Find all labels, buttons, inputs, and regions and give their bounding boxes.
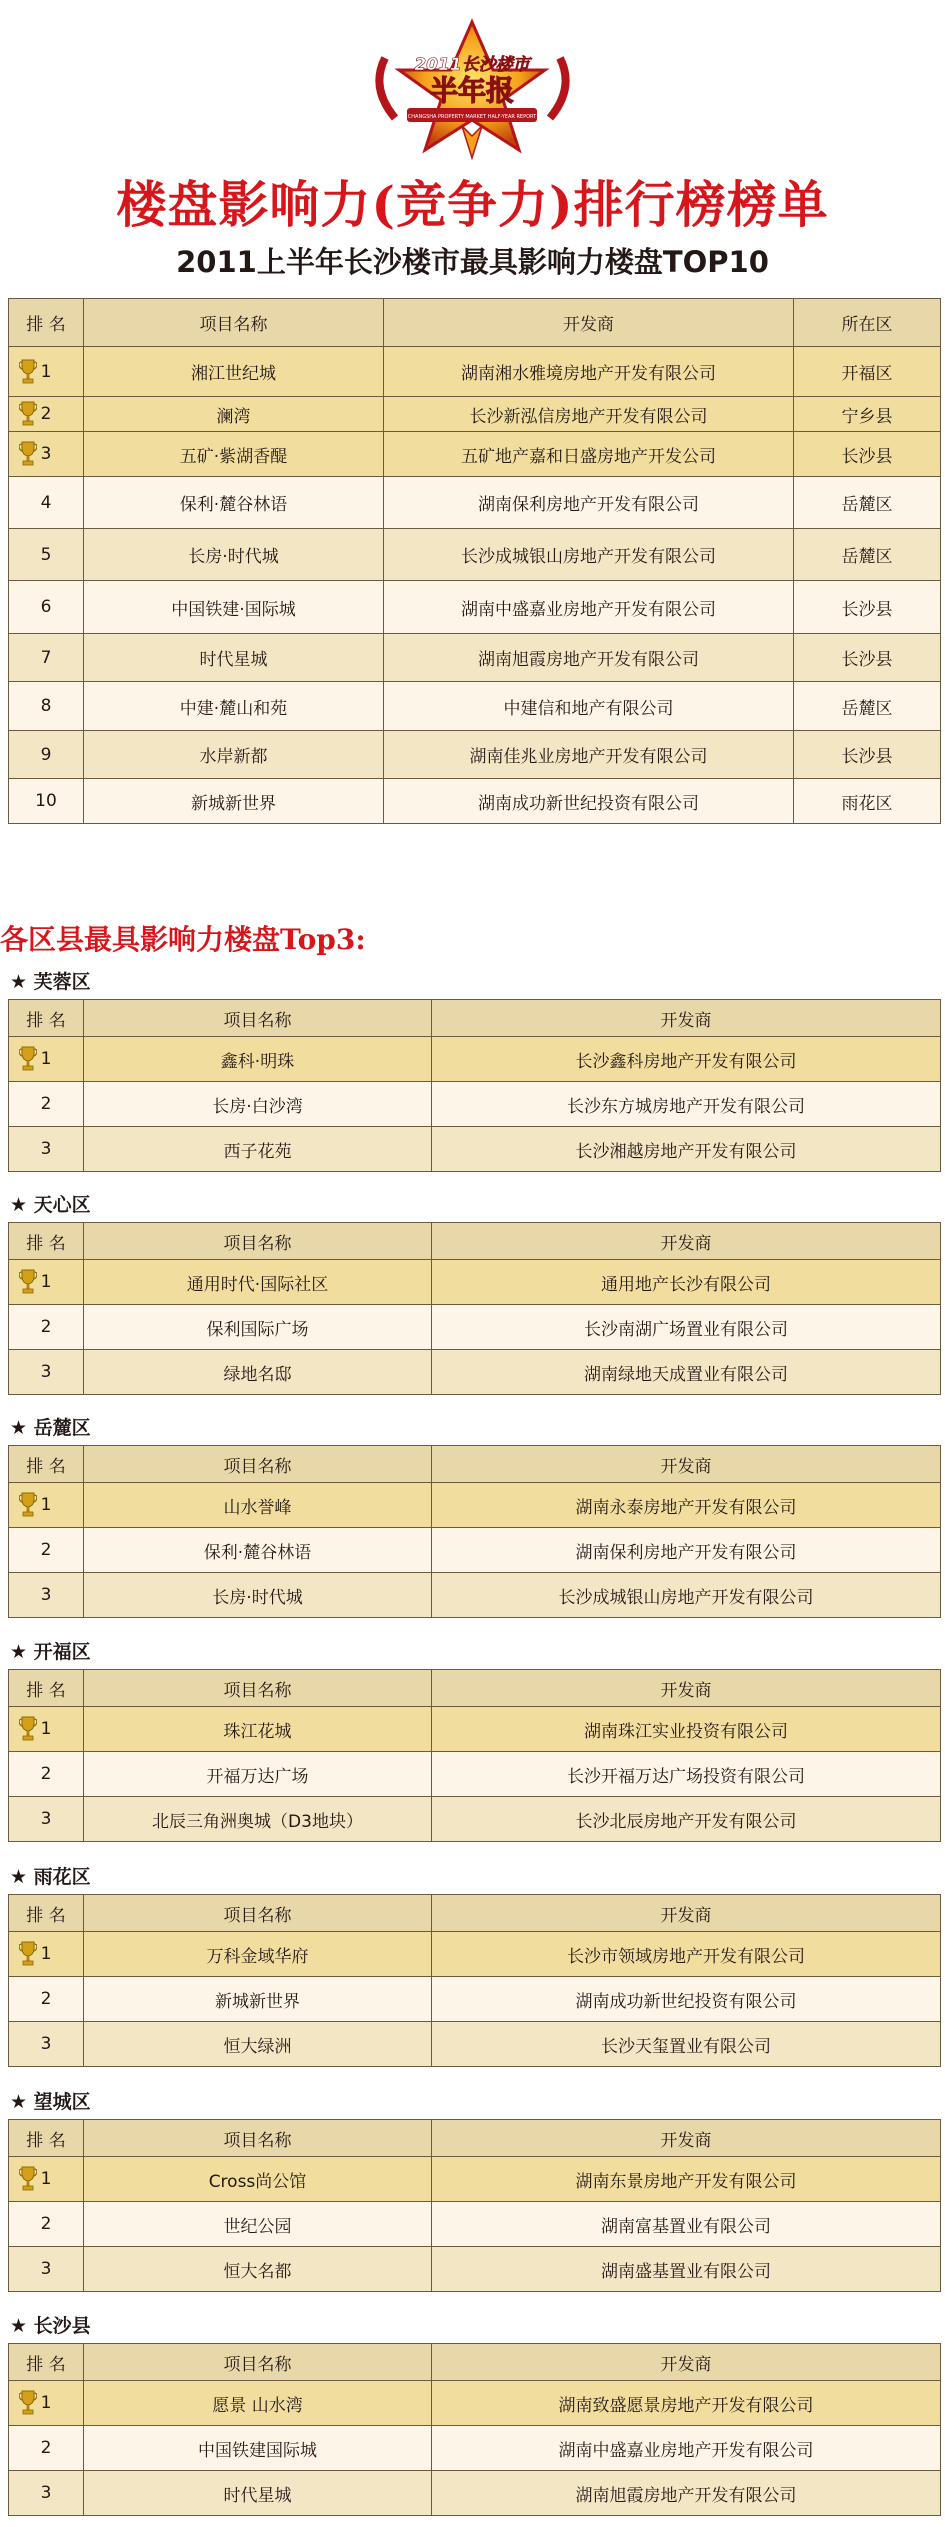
developer-cell: 湖南成功新世纪投资有限公司 bbox=[432, 1977, 941, 2022]
developer-cell: 湖南致盛愿景房地产开发有限公司 bbox=[432, 2381, 941, 2426]
district-table bbox=[8, 2119, 941, 2292]
district-block bbox=[8, 2087, 940, 2292]
page-title: 楼盘影响力(竞争力)排行榜榜单 bbox=[116, 175, 829, 234]
rank-cell bbox=[9, 1573, 84, 1618]
header-developer: 开发商 bbox=[384, 299, 794, 347]
district-name: ★ 雨花区 bbox=[10, 1866, 91, 1888]
rank-number: 3 bbox=[40, 1585, 52, 1605]
table-row bbox=[9, 1573, 941, 1618]
rank-cell bbox=[9, 397, 84, 432]
rank-cell bbox=[9, 581, 84, 634]
trophy-icon bbox=[19, 400, 37, 426]
table-row bbox=[9, 1977, 941, 2022]
logo-ribbon-text: CHANGSHA PROPERTY MARKET HALF-YEAR REPORT bbox=[407, 114, 537, 120]
rank-cell bbox=[9, 1707, 84, 1752]
logo-year-text: 2011长沙楼市 bbox=[414, 55, 530, 75]
rank-cell bbox=[9, 2202, 84, 2247]
rank-cell bbox=[9, 2471, 84, 2516]
rank-number: 9 bbox=[40, 744, 52, 765]
district-table bbox=[8, 1894, 941, 2067]
table-header-row bbox=[9, 1446, 941, 1483]
developer-cell: 湖南旭霞房地产开发有限公司 bbox=[432, 2471, 941, 2516]
project-name-cell: 长房·时代城 bbox=[84, 1573, 432, 1618]
district-section-heading: 各区县最具影响力楼盘Top3: bbox=[0, 923, 366, 956]
district-cell: 长沙县 bbox=[794, 432, 941, 477]
district-cell: 岳麓区 bbox=[794, 682, 941, 731]
table-row bbox=[9, 1932, 941, 1977]
table-row bbox=[9, 347, 941, 397]
rank-cell bbox=[9, 2157, 84, 2202]
rank-cell bbox=[9, 1797, 84, 1842]
rank-number: 1 bbox=[40, 1495, 52, 1515]
header-project-name: 项目名称 bbox=[84, 1446, 432, 1483]
rank-cell bbox=[9, 2426, 84, 2471]
developer-cell: 通用地产长沙有限公司 bbox=[432, 1260, 941, 1305]
rank-cell bbox=[9, 477, 84, 529]
header-developer: 开发商 bbox=[432, 1000, 941, 1037]
table-header-row bbox=[9, 1000, 941, 1037]
district-cell: 长沙县 bbox=[794, 731, 941, 779]
rank-cell bbox=[9, 1082, 84, 1127]
rank-number: 3 bbox=[40, 2483, 52, 2503]
project-name-cell: 万科金域华府 bbox=[84, 1932, 432, 1977]
trophy-icon bbox=[19, 2165, 37, 2191]
rank-number: 2 bbox=[40, 2438, 52, 2458]
rank-number: 3 bbox=[40, 1362, 52, 1382]
rank-cell bbox=[9, 347, 84, 397]
rank-number: 10 bbox=[35, 791, 57, 811]
header-project-name: 项目名称 bbox=[84, 1895, 432, 1932]
project-name-cell: 鑫科·明珠 bbox=[84, 1037, 432, 1082]
developer-cell: 湖南盛基置业有限公司 bbox=[432, 2247, 941, 2292]
project-name-cell: 湘江世纪城 bbox=[84, 347, 384, 397]
rank-number: 2 bbox=[40, 1989, 52, 2009]
developer-cell: 湖南中盛嘉业房地产开发有限公司 bbox=[384, 581, 794, 634]
table-row bbox=[9, 1350, 941, 1395]
project-name-cell: 开福万达广场 bbox=[84, 1752, 432, 1797]
developer-cell: 湖南湘水雅境房地产开发有限公司 bbox=[384, 347, 794, 397]
project-name-cell: 时代星城 bbox=[84, 2471, 432, 2516]
rank-cell bbox=[9, 1037, 84, 1082]
district-name: ★ 天心区 bbox=[10, 1194, 91, 1216]
table-row bbox=[9, 1797, 941, 1842]
header-rank: 排 名 bbox=[9, 1670, 84, 1707]
table-row bbox=[9, 2426, 941, 2471]
table-header-row bbox=[9, 2344, 941, 2381]
rank-number: 4 bbox=[40, 492, 52, 513]
rank-cell bbox=[9, 1752, 84, 1797]
project-name-cell: 珠江花城 bbox=[84, 1707, 432, 1752]
table-row bbox=[9, 581, 941, 634]
project-name-cell: 新城新世界 bbox=[84, 1977, 432, 2022]
project-name-cell: 保利·麓谷林语 bbox=[84, 477, 384, 529]
rank-cell bbox=[9, 1977, 84, 2022]
district-block bbox=[8, 967, 940, 1172]
header-rank: 排 名 bbox=[9, 2344, 84, 2381]
developer-cell: 长沙市领域房地产开发有限公司 bbox=[432, 1932, 941, 1977]
table-row bbox=[9, 1127, 941, 1172]
rank-cell bbox=[9, 731, 84, 779]
header-rank: 排 名 bbox=[9, 1000, 84, 1037]
developer-cell: 长沙开福万达广场投资有限公司 bbox=[432, 1752, 941, 1797]
developer-cell: 湖南珠江实业投资有限公司 bbox=[432, 1707, 941, 1752]
header-developer: 开发商 bbox=[432, 1895, 941, 1932]
table-row bbox=[9, 2247, 941, 2292]
table-row bbox=[9, 779, 941, 824]
header-district: 所在区 bbox=[794, 299, 941, 347]
rank-number: 2 bbox=[40, 1317, 52, 1337]
header-project-name: 项目名称 bbox=[84, 2120, 432, 2157]
trophy-icon bbox=[19, 1940, 37, 1966]
project-name-cell: 时代星城 bbox=[84, 634, 384, 682]
developer-cell: 长沙新泓信房地产开发有限公司 bbox=[384, 397, 794, 432]
rank-number: 2 bbox=[40, 1094, 52, 1114]
table-row bbox=[9, 477, 941, 529]
trophy-icon bbox=[19, 1268, 37, 1294]
table-row bbox=[9, 529, 941, 581]
top10-table bbox=[8, 298, 941, 824]
district-cell: 宁乡县 bbox=[794, 397, 941, 432]
rank-number: 1 bbox=[40, 361, 52, 382]
district-table bbox=[8, 2343, 941, 2516]
rank-cell bbox=[9, 2381, 84, 2426]
district-name: ★ 岳麓区 bbox=[10, 1417, 91, 1439]
project-name-cell: 绿地名邸 bbox=[84, 1350, 432, 1395]
project-name-cell: 长房·时代城 bbox=[84, 529, 384, 581]
header-rank: 排 名 bbox=[9, 1223, 84, 1260]
project-name-cell: 长房·白沙湾 bbox=[84, 1082, 432, 1127]
table-row bbox=[9, 2381, 941, 2426]
project-name-cell: 北辰三角洲奥城（D3地块） bbox=[84, 1797, 432, 1842]
table-row bbox=[9, 1528, 941, 1573]
rank-cell bbox=[9, 2247, 84, 2292]
project-name-cell: 中国铁建国际城 bbox=[84, 2426, 432, 2471]
project-name-cell: 中国铁建·国际城 bbox=[84, 581, 384, 634]
developer-cell: 湖南保利房地产开发有限公司 bbox=[384, 477, 794, 529]
project-name-cell: 水岸新都 bbox=[84, 731, 384, 779]
table-row bbox=[9, 1483, 941, 1528]
table-header-row bbox=[9, 299, 941, 347]
rank-cell bbox=[9, 2022, 84, 2067]
developer-cell: 五矿地产嘉和日盛房地产开发公司 bbox=[384, 432, 794, 477]
district-table bbox=[8, 1445, 941, 1618]
developer-cell: 长沙东方城房地产开发有限公司 bbox=[432, 1082, 941, 1127]
district-table bbox=[8, 1669, 941, 1842]
developer-cell: 中建信和地产有限公司 bbox=[384, 682, 794, 731]
developer-cell: 湖南中盛嘉业房地产开发有限公司 bbox=[432, 2426, 941, 2471]
rank-number: 3 bbox=[40, 1139, 52, 1159]
header-developer: 开发商 bbox=[432, 2344, 941, 2381]
header-project-name: 项目名称 bbox=[84, 299, 384, 347]
developer-cell: 湖南绿地天成置业有限公司 bbox=[432, 1350, 941, 1395]
project-name-cell: 保利国际广场 bbox=[84, 1305, 432, 1350]
rank-cell bbox=[9, 1260, 84, 1305]
rank-cell bbox=[9, 1127, 84, 1172]
rank-cell bbox=[9, 1350, 84, 1395]
rank-cell bbox=[9, 1932, 84, 1977]
district-block bbox=[8, 2311, 940, 2516]
header-developer: 开发商 bbox=[432, 2120, 941, 2157]
developer-cell: 长沙南湖广场置业有限公司 bbox=[432, 1305, 941, 1350]
district-name: ★ 望城区 bbox=[10, 2091, 91, 2113]
table-row bbox=[9, 1305, 941, 1350]
rank-number: 3 bbox=[40, 2259, 52, 2279]
table-row bbox=[9, 432, 941, 477]
project-name-cell: 世纪公园 bbox=[84, 2202, 432, 2247]
district-cell: 长沙县 bbox=[794, 581, 941, 634]
table-row bbox=[9, 731, 941, 779]
rank-number: 1 bbox=[40, 1944, 52, 1964]
rank-cell bbox=[9, 1528, 84, 1573]
table-row bbox=[9, 2202, 941, 2247]
project-name-cell: 愿景 山水湾 bbox=[84, 2381, 432, 2426]
district-cell: 开福区 bbox=[794, 347, 941, 397]
rank-number: 7 bbox=[40, 647, 52, 668]
page-subtitle: 2011上半年长沙楼市最具影响力楼盘TOP10 bbox=[176, 245, 769, 279]
district-table bbox=[8, 999, 941, 1172]
project-name-cell: 保利·麓谷林语 bbox=[84, 1528, 432, 1573]
rank-number: 2 bbox=[40, 2214, 52, 2234]
table-row bbox=[9, 1260, 941, 1305]
project-name-cell: 澜湾 bbox=[84, 397, 384, 432]
table-row bbox=[9, 682, 941, 731]
developer-cell: 湖南东景房地产开发有限公司 bbox=[432, 2157, 941, 2202]
rank-number: 2 bbox=[40, 1540, 52, 1560]
rank-number: 1 bbox=[40, 1272, 52, 1292]
rank-cell bbox=[9, 1305, 84, 1350]
district-block bbox=[8, 1637, 940, 1842]
header-developer: 开发商 bbox=[432, 1446, 941, 1483]
developer-cell: 长沙北辰房地产开发有限公司 bbox=[432, 1797, 941, 1842]
rank-cell bbox=[9, 779, 84, 824]
half-year-report-logo bbox=[365, 18, 580, 170]
project-name-cell: 西子花苑 bbox=[84, 1127, 432, 1172]
developer-cell: 湖南永泰房地产开发有限公司 bbox=[432, 1483, 941, 1528]
project-name-cell: 通用时代·国际社区 bbox=[84, 1260, 432, 1305]
header-developer: 开发商 bbox=[432, 1670, 941, 1707]
header-project-name: 项目名称 bbox=[84, 1670, 432, 1707]
project-name-cell: 山水誉峰 bbox=[84, 1483, 432, 1528]
table-header-row bbox=[9, 1670, 941, 1707]
district-cell: 岳麓区 bbox=[794, 529, 941, 581]
header-rank: 排 名 bbox=[9, 2120, 84, 2157]
rank-number: 2 bbox=[40, 1764, 52, 1784]
table-header-row bbox=[9, 1895, 941, 1932]
rank-cell bbox=[9, 682, 84, 731]
district-block bbox=[8, 1862, 940, 2067]
rank-number: 1 bbox=[40, 1719, 52, 1739]
table-header-row bbox=[9, 1223, 941, 1260]
project-name-cell: 恒大绿洲 bbox=[84, 2022, 432, 2067]
district-cell: 雨花区 bbox=[794, 779, 941, 824]
developer-cell: 湖南保利房地产开发有限公司 bbox=[432, 1528, 941, 1573]
table-row bbox=[9, 397, 941, 432]
rank-number: 8 bbox=[40, 696, 52, 716]
developer-cell: 长沙湘越房地产开发有限公司 bbox=[432, 1127, 941, 1172]
rank-cell bbox=[9, 634, 84, 682]
header-rank: 排 名 bbox=[9, 1446, 84, 1483]
project-name-cell: 新城新世界 bbox=[84, 779, 384, 824]
developer-cell: 长沙天玺置业有限公司 bbox=[432, 2022, 941, 2067]
developer-cell: 长沙成城银山房地产开发有限公司 bbox=[432, 1573, 941, 1618]
logo-main-text: 半年报 bbox=[429, 74, 515, 107]
rank-cell bbox=[9, 529, 84, 581]
rank-number: 5 bbox=[40, 544, 52, 565]
table-row bbox=[9, 634, 941, 682]
developer-cell: 湖南富基置业有限公司 bbox=[432, 2202, 941, 2247]
table-row bbox=[9, 1037, 941, 1082]
rank-number: 1 bbox=[40, 1049, 52, 1069]
project-name-cell: 中建·麓山和苑 bbox=[84, 682, 384, 731]
rank-number: 3 bbox=[40, 1809, 52, 1829]
table-row bbox=[9, 1707, 941, 1752]
rank-number: 1 bbox=[40, 2393, 52, 2413]
header-developer: 开发商 bbox=[432, 1223, 941, 1260]
rank-cell bbox=[9, 1483, 84, 1528]
developer-cell: 湖南佳兆业房地产开发有限公司 bbox=[384, 731, 794, 779]
header-project-name: 项目名称 bbox=[84, 1000, 432, 1037]
rank-number: 3 bbox=[40, 444, 52, 464]
district-name: ★ 芙蓉区 bbox=[10, 971, 91, 993]
rank-cell bbox=[9, 432, 84, 477]
table-row bbox=[9, 1082, 941, 1127]
rank-number: 6 bbox=[40, 597, 52, 617]
trophy-icon bbox=[19, 1715, 37, 1741]
developer-cell: 湖南成功新世纪投资有限公司 bbox=[384, 779, 794, 824]
project-name-cell: 五矿·紫湖香醍 bbox=[84, 432, 384, 477]
district-table bbox=[8, 1222, 941, 1395]
project-name-cell: Cross尚公馆 bbox=[84, 2157, 432, 2202]
table-row bbox=[9, 2471, 941, 2516]
rank-number: 3 bbox=[40, 2034, 52, 2054]
rank-number: 2 bbox=[40, 404, 52, 424]
project-name-cell: 恒大名都 bbox=[84, 2247, 432, 2292]
rank-number: 1 bbox=[40, 2169, 52, 2189]
trophy-icon bbox=[19, 2389, 37, 2415]
table-row bbox=[9, 2022, 941, 2067]
developer-cell: 长沙成城银山房地产开发有限公司 bbox=[384, 529, 794, 581]
table-row bbox=[9, 2157, 941, 2202]
header-project-name: 项目名称 bbox=[84, 1223, 432, 1260]
developer-cell: 长沙鑫科房地产开发有限公司 bbox=[432, 1037, 941, 1082]
trophy-icon bbox=[19, 358, 37, 384]
header-rank: 排 名 bbox=[9, 1895, 84, 1932]
header-project-name: 项目名称 bbox=[84, 2344, 432, 2381]
district-cell: 岳麓区 bbox=[794, 477, 941, 529]
district-name: ★ 开福区 bbox=[10, 1641, 91, 1663]
trophy-icon bbox=[19, 440, 37, 466]
district-block bbox=[8, 1190, 940, 1395]
trophy-icon bbox=[19, 1491, 37, 1517]
table-header-row bbox=[9, 2120, 941, 2157]
header-rank: 排 名 bbox=[9, 299, 84, 347]
district-cell: 长沙县 bbox=[794, 634, 941, 682]
district-name: ★ 长沙县 bbox=[10, 2315, 91, 2337]
developer-cell: 湖南旭霞房地产开发有限公司 bbox=[384, 634, 794, 682]
district-block bbox=[8, 1413, 940, 1618]
trophy-icon bbox=[19, 1045, 37, 1071]
table-row bbox=[9, 1752, 941, 1797]
